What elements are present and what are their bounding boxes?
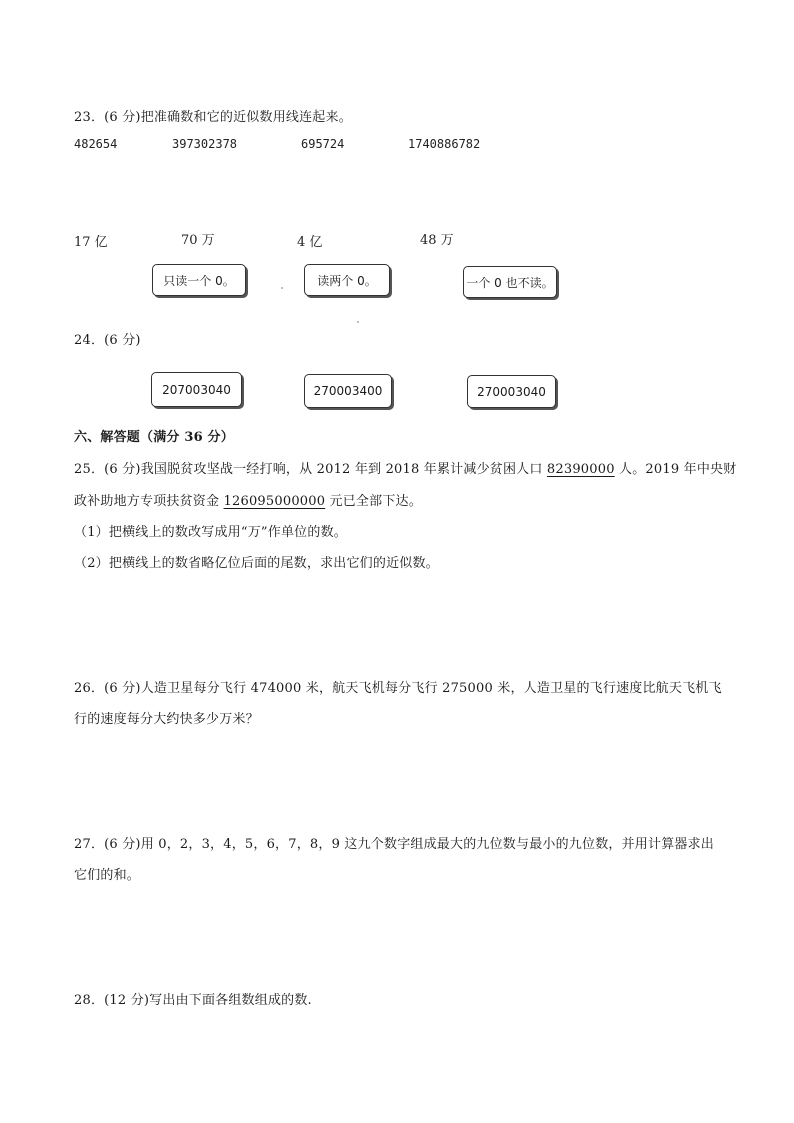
q25-underlined-funds: 126095000000: [223, 494, 326, 509]
number-box-1-label: 207003040: [162, 382, 231, 397]
q23-title: 23．(6 分)把准确数和它的近似数用线连起来。: [74, 110, 352, 125]
reading-box-3-label: 一个 0 也不读。: [466, 275, 554, 290]
approx-number-4: 48 万: [420, 233, 454, 248]
q25-line-2-text-b: 元已全部下达。: [325, 494, 422, 509]
q25-line-2-text-a: 政补助地方专项扶贫资金: [74, 494, 224, 509]
number-box-2-label: 270003400: [313, 384, 383, 398]
q25-line-2: [74, 490, 422, 509]
section-6-heading: 六、解答题（满分 36 分）: [74, 430, 234, 445]
exact-number-2: 397302378: [172, 137, 238, 151]
reading-box-2: [304, 264, 390, 296]
approx-number-3: 4 亿: [297, 235, 323, 250]
q27-line-1: 27．(6 分)用 0，2，3，4，5，6，7，8，9 这九个数字组成最大的九位数与最小的九位数，并用计算器求出: [74, 837, 714, 852]
number-box-2: [304, 374, 392, 408]
q25-line-1-text-b: 人。2019 年中央财: [614, 462, 737, 477]
q25-line-1: [74, 458, 736, 477]
q28-title: 28．(12 分)写出由下面各组数组成的数.: [74, 993, 312, 1008]
q26-line-1: 26．(6 分)人造卫星每分飞行 474000 米，航天飞机每分飞行 275000 米，人造卫星的飞行速度比航天飞机飞: [74, 681, 722, 696]
number-box-1: [151, 372, 242, 407]
scan-speck: [281, 287, 283, 289]
number-box-3-label: 270003040: [477, 384, 546, 399]
q24-title: 24．(6 分): [74, 333, 141, 348]
q25-sub-2: （2）把横线上的数省略亿位后面的尾数，求出它们的近似数。: [74, 556, 439, 571]
exact-number-4: 1740886782: [408, 137, 481, 151]
scan-speck: [357, 321, 359, 323]
q27-line-2: 它们的和。: [74, 868, 141, 883]
reading-box-1-label: 只读一个 0。: [163, 273, 235, 288]
q25-line-1-text-a: 25．(6 分)我国脱贫攻坚战一经打响，从 2012 年到 2018 年累计减少贫困人口: [74, 462, 547, 477]
approx-number-2: 70 万: [181, 233, 215, 248]
reading-box-3: [463, 266, 557, 298]
number-box-3: [467, 375, 556, 408]
reading-box-2-label: 读两个 0。: [317, 273, 377, 288]
exact-number-1: 482654: [74, 137, 118, 151]
exact-number-3: 695724: [301, 137, 345, 151]
reading-box-1: [152, 264, 246, 296]
q26-line-2: 行的速度每分大约快多少万米？: [74, 712, 259, 727]
q25-sub-1: （1）把横线上的数改写成用“万”作单位的数。: [74, 525, 347, 540]
approx-number-1: 17 亿: [74, 235, 108, 250]
q25-underlined-population: 82390000: [546, 462, 615, 477]
